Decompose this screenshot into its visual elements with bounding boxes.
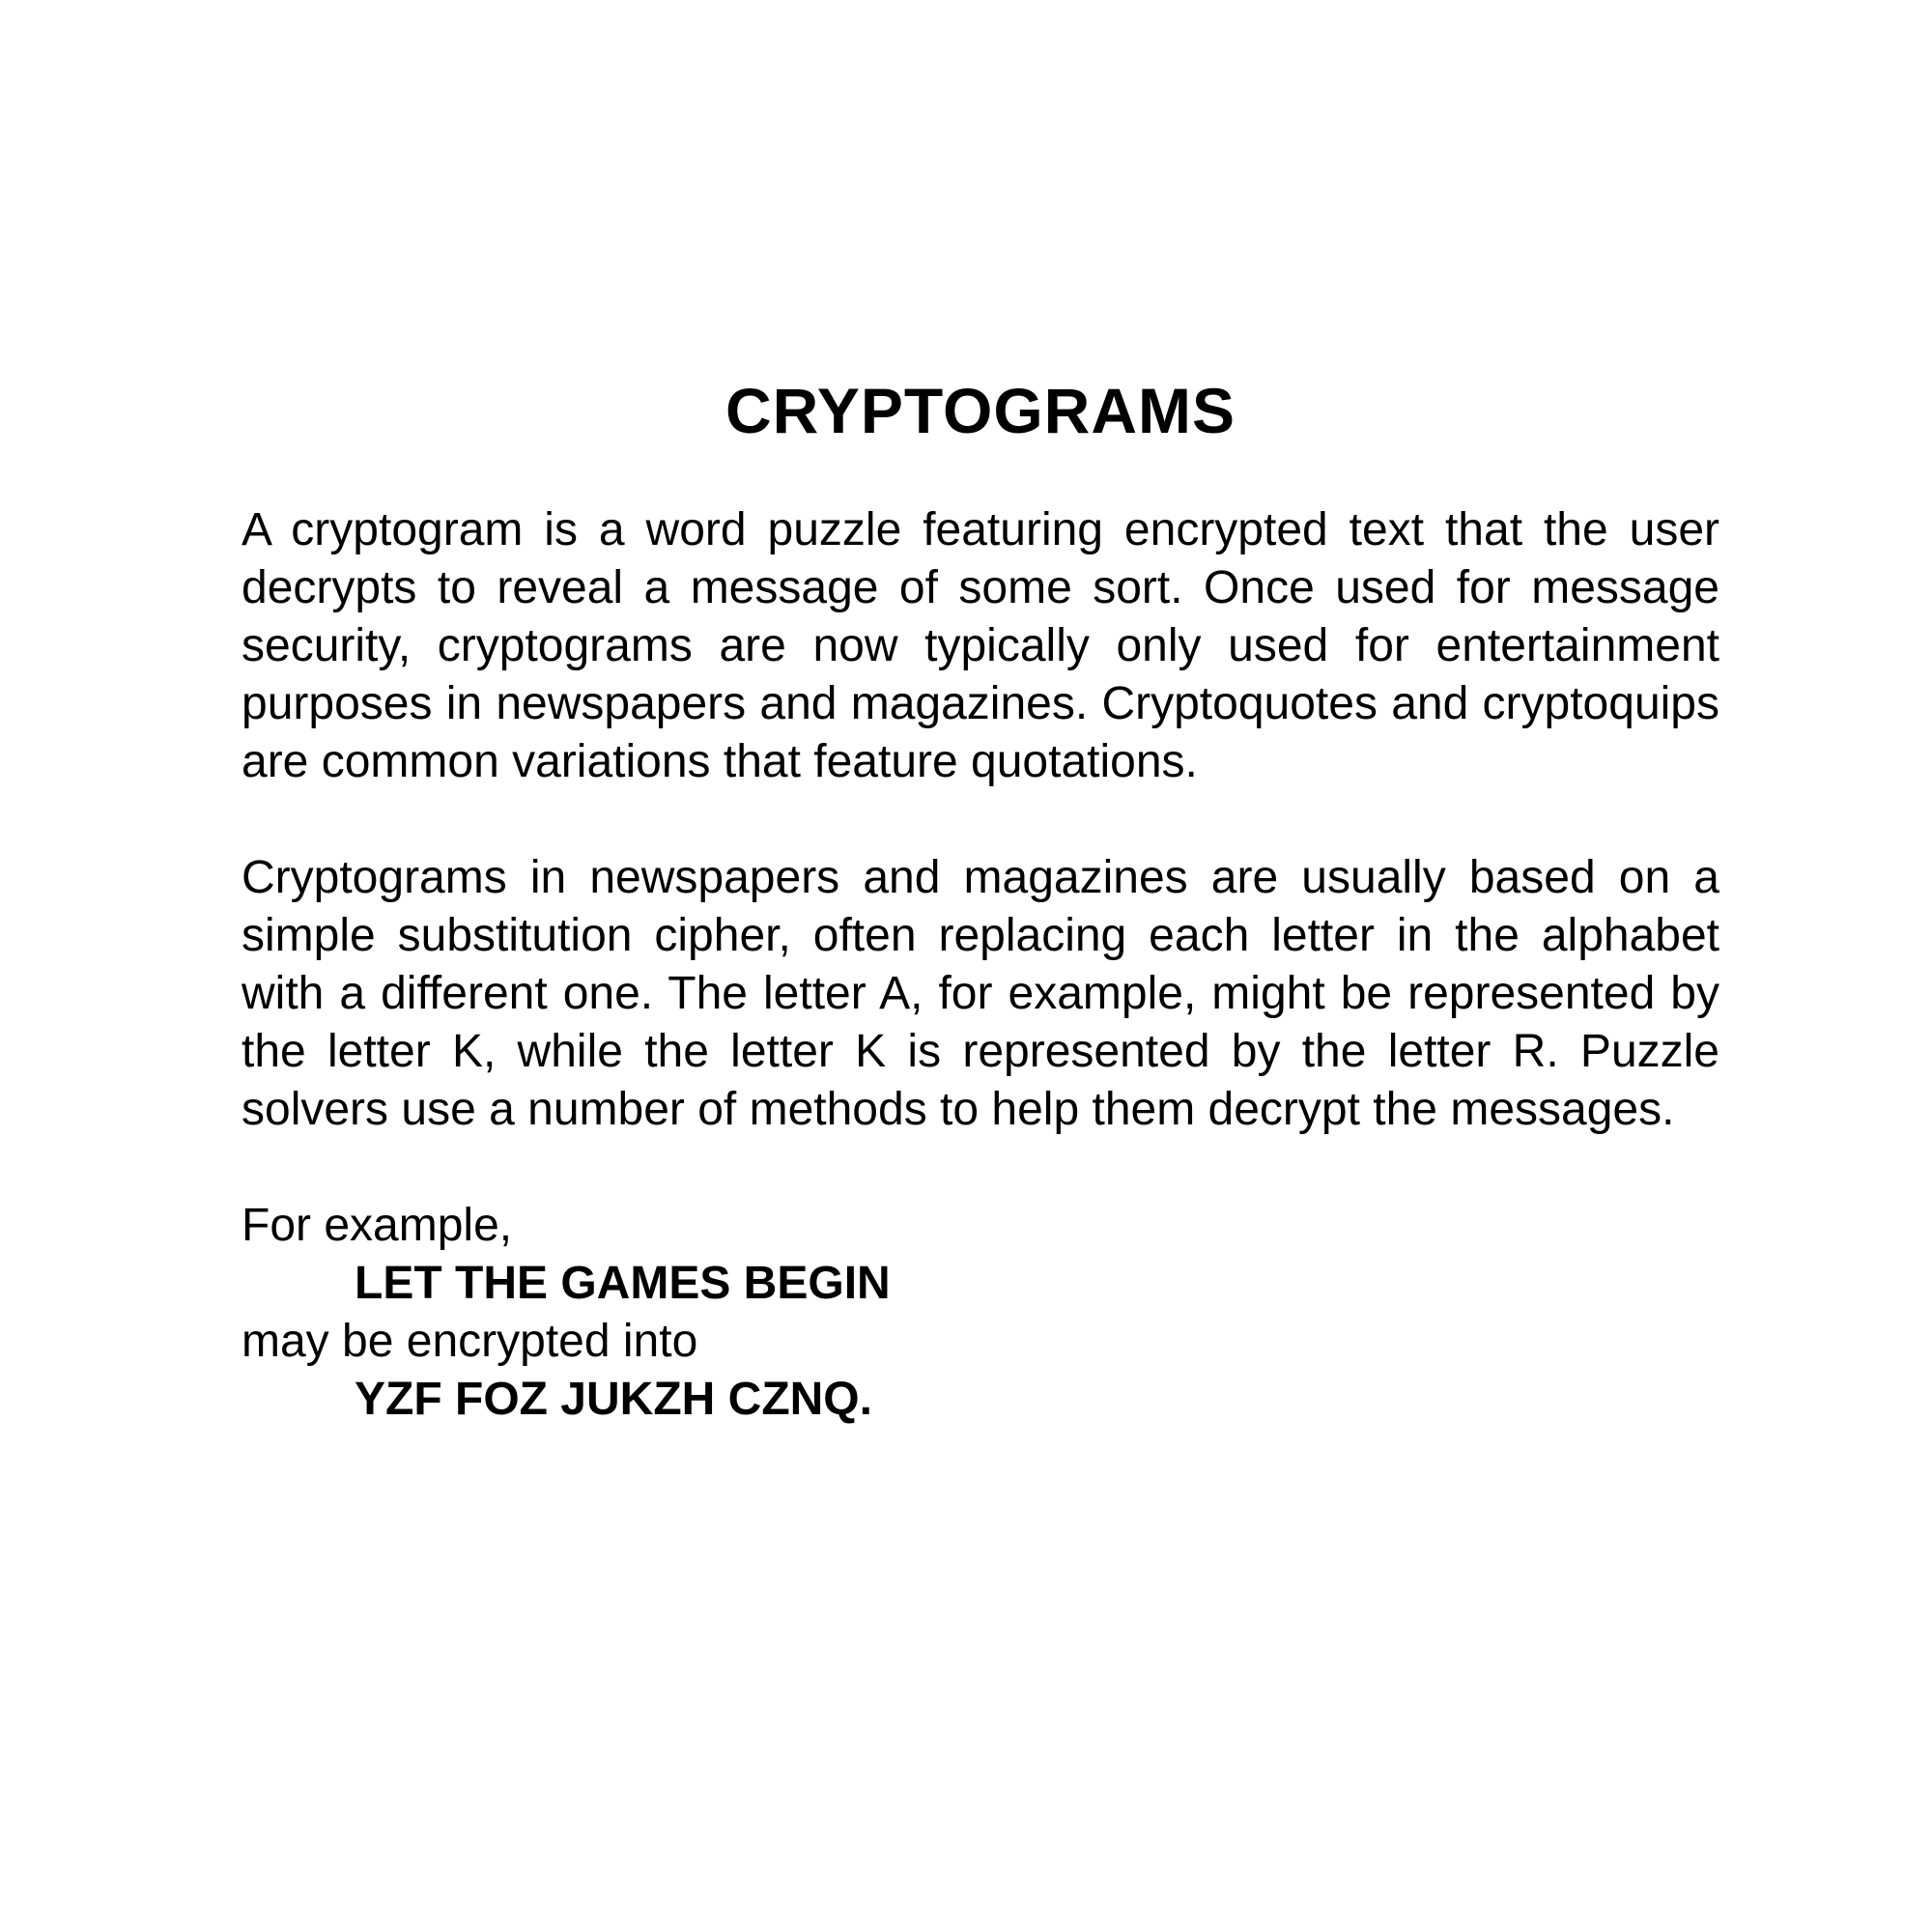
intro-paragraph: A cryptogram is a word puzzle featuring encrypted text that the user decrypts to reveal a message of some sort. Once used for message security, cryptograms are now typically only used for entertainment purposes in newspapers and magazines. Cryptoquotes and cryptoquips are common variations that feature quotations.: [242, 504, 1719, 787]
document-page: [242, 372, 1719, 1429]
example-connector: may be encrypted into: [242, 1316, 698, 1367]
page-title: CRYPTOGRAMS: [724, 375, 1236, 446]
example-intro: For example,: [242, 1200, 513, 1251]
example-plaintext: LET THE GAMES BEGIN: [355, 1258, 891, 1309]
cipher-paragraph: Cryptograms in newspapers and magazines are usually based on a simple substitution cipher, often replacing each letter in the alphabet with a different one. The letter A, for example, might be represented by the letter K, while the letter K is represented by the letter R. Puzzle solvers use a number of methods to help them decrypt the messages.: [242, 852, 1719, 1135]
example-ciphertext: YZF FOZ JUKZH CZNQ.: [355, 1374, 872, 1425]
example-block: [242, 1197, 1719, 1429]
